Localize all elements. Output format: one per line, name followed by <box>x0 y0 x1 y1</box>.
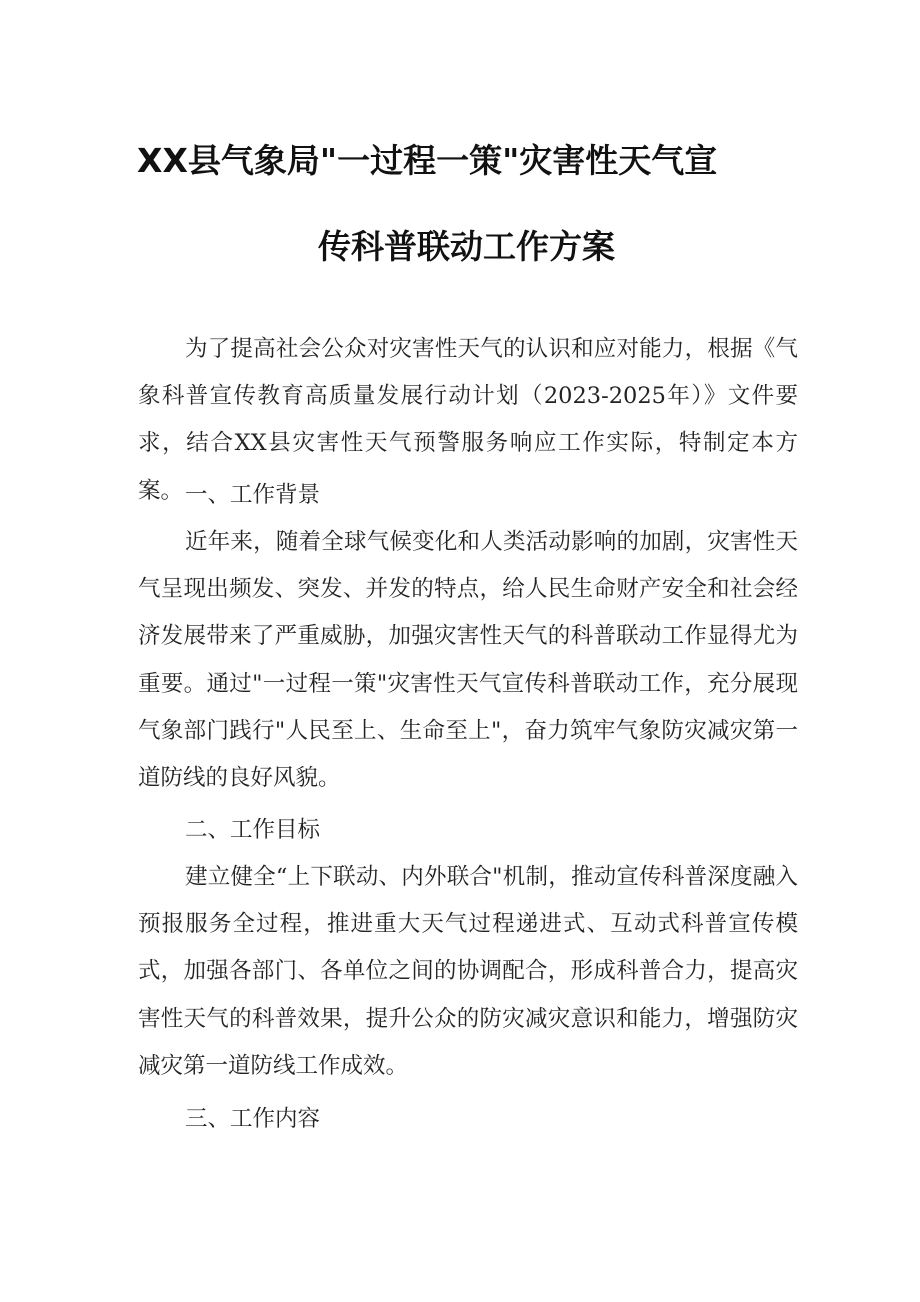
document-title-line-1: XX县气象局"一过程一策"灾害性天气宣 <box>137 141 718 180</box>
section-body-goal: 建立健全“上下联动、内外联合"机制，推动宣传科普深度融入预报服务全过程，推进重大天气过程递进式、互动式科普宣传模式，加强各部门、各单位之间的协调配合，形成科普合力，提高灾害性天气的科普效果，提升公众的防灾减灾意识和能力，增强防灾减灾第一道防线工作成效。 <box>138 864 798 1079</box>
section-heading-goal: 二、工作目标 <box>185 817 321 843</box>
section-heading-background: 一、工作背景 <box>185 482 321 508</box>
section-heading-content: 三、工作内容 <box>185 1106 321 1132</box>
intro-paragraph: 为了提高社会公众对灾害性天气的认识和应对能力，根据《气象科普宣传教育高质量发展行动计划（2023-2025年）》文件要求，结合XX县灾害性天气预警服务响应工作实际，特制定本方案。 <box>138 336 798 504</box>
document-title-line-2: 传科普联动工作方案 <box>318 227 615 266</box>
section-body-background: 近年来，随着全球气候变化和人类活动影响的加剧，灾害性天气呈现出频发、突发、并发的特点，给人民生命财产安全和社会经济发展带来了严重威胁，加强灾害性天气的科普联动工作显得尤为重要。通过"一过程一策"灾害性天气宣传科普联动工作，充分展现气象部门践行"人民至上、生命至上"，奋力筑牢气象防灾减灾第一道防线的良好风貌。 <box>138 529 798 792</box>
